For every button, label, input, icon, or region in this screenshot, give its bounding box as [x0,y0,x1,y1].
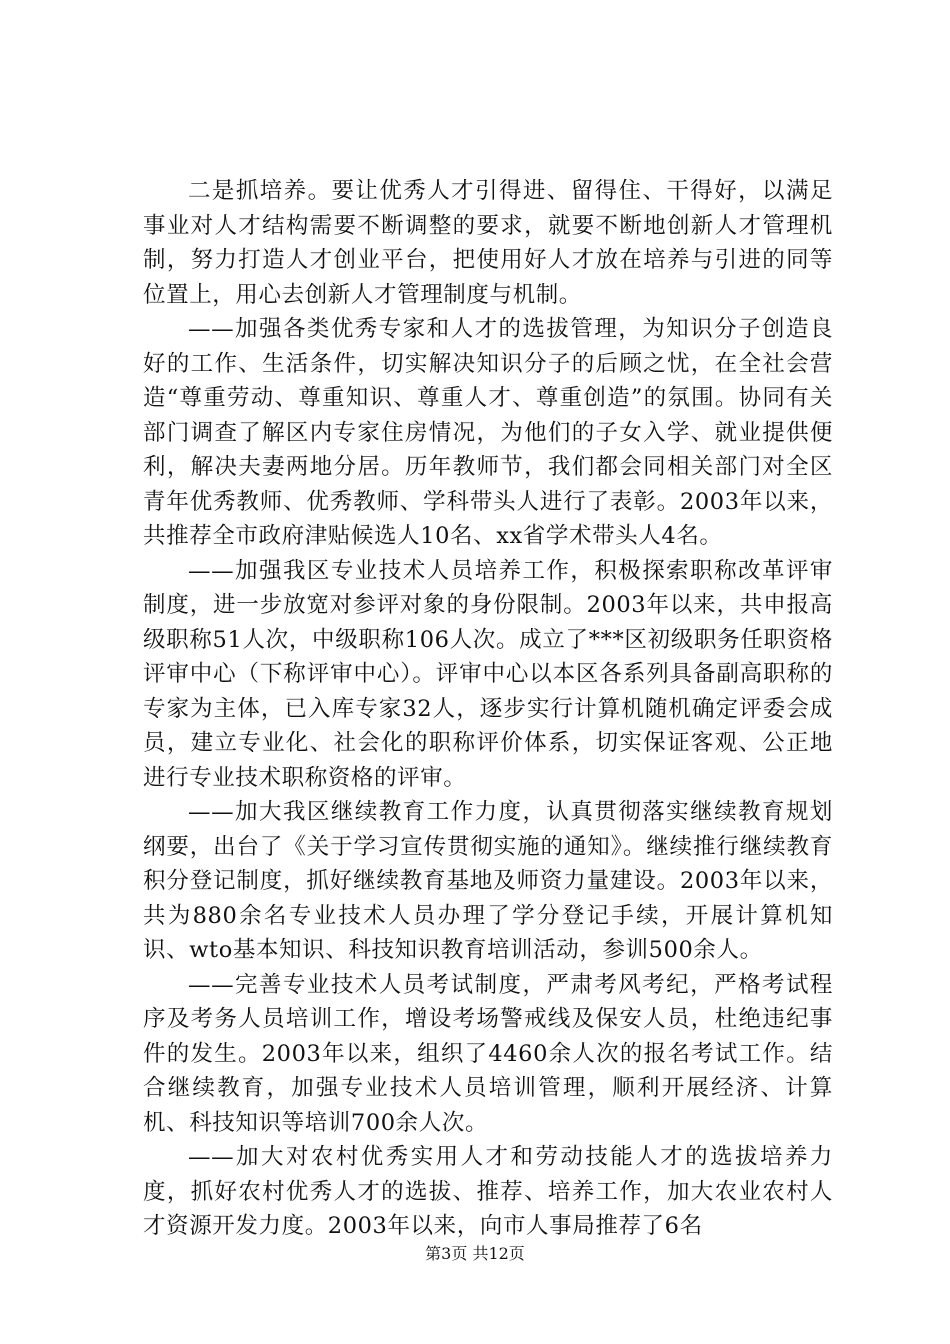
paragraph-professional-training: ——加强我区专业技术人员培养工作，积极探索职称改革评审制度，进一步放宽对参评对象的身份限制。2003年以来，共申报高级职称51人次，中级职称106人次。成立了***区初级职务任职资格评审中心（下称评审中心）。评审中心以本区各系列具备副高职称的专家为主体，已入库专家32人，逐步实行计算机随机确定评委会成员，建立专业化、社会化的职称评价体系，切实保证客观、公正地进行专业技术职称资格的评审。 [143,557,833,791]
page-number-footer: 第3页 共12页 [425,1244,525,1263]
document-body [143,174,833,1244]
paragraph-cultivation-intro: 二是抓培养。要让优秀人才引得进、留得住、干得好，以满足事业对人才结构需要不断调整的要求，就要不断地创新人才管理机制，努力打造人才创业平台，把使用好人才放在培养与引进的同等位置上，用心去创新人才管理制度与机制。 [143,178,833,308]
paragraph-continuing-education: ——加大我区继续教育工作力度，认真贯彻落实继续教育规划纲要，出台了《关于学习宣传贯彻实施的通知》。继续推行继续教育积分登记制度，抓好继续教育基地及师资力量建设。2003年以来，共为880余名专业技术人员办理了学分登记手续，开展计算机知识、wto基本知识、科技知识教育培训活动，参训500余人。 [143,799,833,963]
paragraph-exam-system: ——完善专业技术人员考试制度，严肃考风考纪，严格考试程序及考务人员培训工作，增设考场警戒线及保安人员，杜绝违纪事件的发生。2003年以来，组织了4460余人次的报名考试工作。结合继续教育，加强专业技术人员培训管理，顺利开展经济、计算机、科技知识等培训700余人次。 [143,971,833,1136]
paragraph-expert-selection: ——加强各类优秀专家和人才的选拔管理，为知识分子创造良好的工作、生活条件，切实解决知识分子的后顾之忧，在全社会营造“尊重劳动、尊重知识、尊重人才、尊重创造”的氛围。协同有关部门调查了解区内专家住房情况，为他们的子女入学、就业提供便利，解决夫妻两地分居。历年教师节，我们都会同相关部门对全区青年优秀教师、优秀教师、学科带头人进行了表彰。2003年以来，共推荐全市政府津贴候选人10名、xx省学术带头人4名。 [143,316,833,549]
paragraph-rural-talent: ——加大对农村优秀实用人才和劳动技能人才的选拔培养力度，抓好农村优秀人才的选拔、推荐、培养工作，加大农业农村人才资源开发力度。2003年以来，向市人事局推荐了6名 [143,1144,833,1239]
